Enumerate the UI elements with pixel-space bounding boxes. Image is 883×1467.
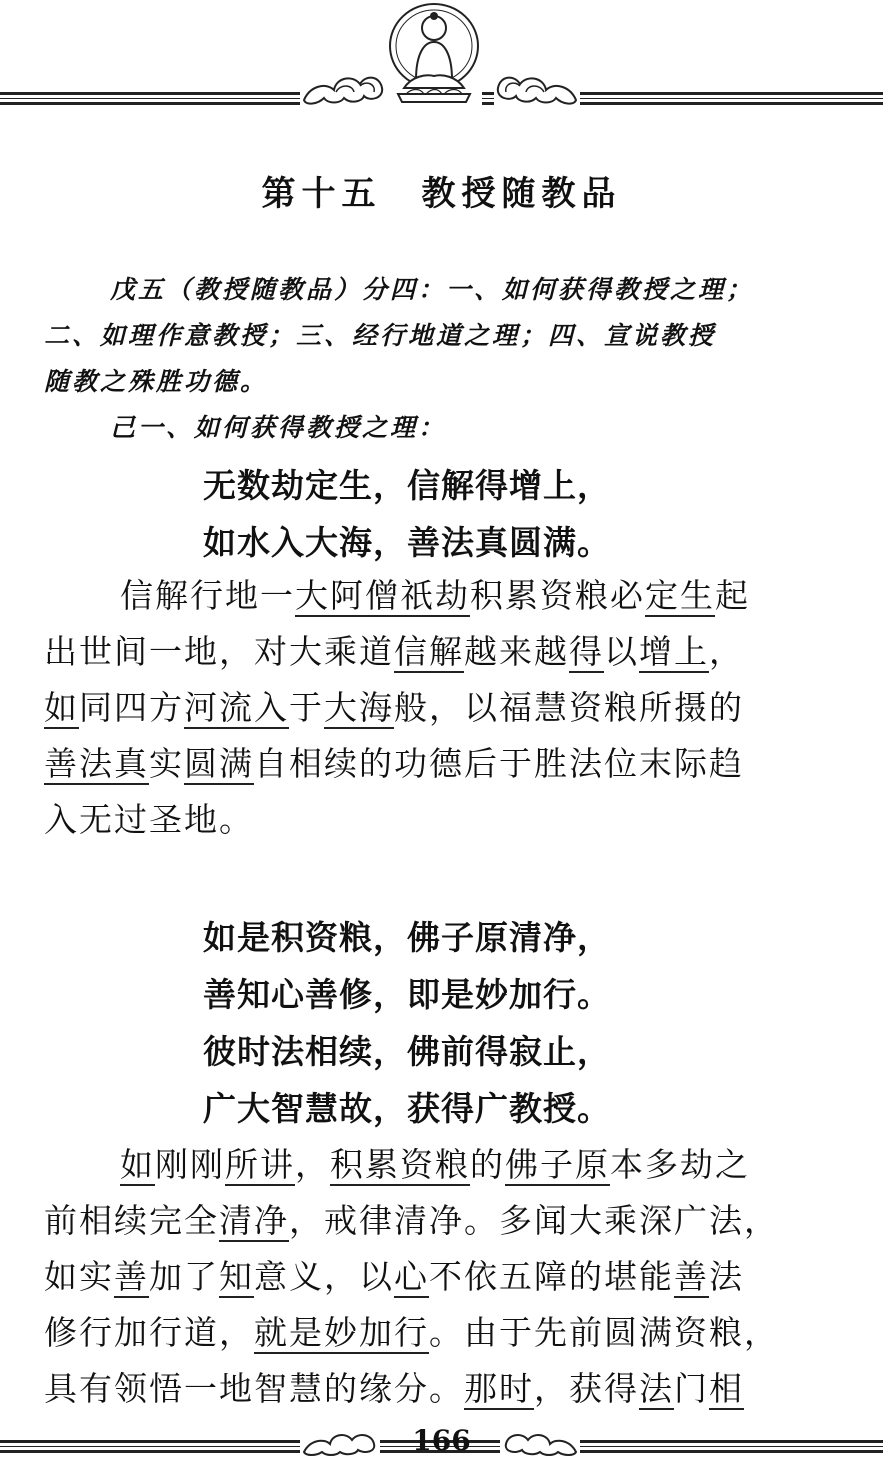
text-run: 意义，以 bbox=[254, 1257, 394, 1296]
text-run: 的 bbox=[470, 1145, 505, 1184]
underlined-term: 定生 bbox=[645, 576, 715, 615]
text-run: ，戒律清净。多闻大乘深广法， bbox=[289, 1201, 779, 1240]
text-run: 于 bbox=[289, 688, 324, 727]
text-run: 不依五障的堪能 bbox=[429, 1257, 674, 1296]
text-run: 积累资粮必 bbox=[470, 576, 645, 615]
text-run: 。由于先前圆满资粮， bbox=[429, 1313, 779, 1352]
underlined-term: 善 bbox=[674, 1257, 709, 1296]
text-run: 般，以福慧资粮所摄的 bbox=[394, 688, 744, 727]
underlined-term: 就是妙加行 bbox=[254, 1313, 429, 1352]
page-number: 166 bbox=[412, 1424, 471, 1457]
underlined-term: 知 bbox=[219, 1257, 254, 1296]
underlined-term: 清净 bbox=[219, 1201, 289, 1240]
verse-line: 善知心善修，即是妙加行。 bbox=[203, 975, 611, 1014]
text-run: 刚刚 bbox=[155, 1145, 225, 1184]
underlined-term: 心 bbox=[394, 1257, 429, 1296]
buddha-figure-icon bbox=[386, 2, 482, 106]
commentary-paragraph bbox=[44, 568, 834, 848]
text-run: 法 bbox=[709, 1257, 744, 1296]
text-run: 出世间一地，对大乘道 bbox=[44, 632, 394, 671]
underlined-term: 法 bbox=[639, 1369, 674, 1408]
outline-line: 随教之殊胜功德。 bbox=[44, 367, 269, 396]
text-run: 前相续完全 bbox=[44, 1201, 219, 1240]
text-run: 修行加行道， bbox=[44, 1313, 254, 1352]
outline-line: 二、如理作意教授；三、经行地道之理；四、宣说教授 bbox=[44, 321, 717, 350]
outline-line: 戊五（教授随教品）分四：一、如何获得教授之理； bbox=[110, 275, 755, 304]
underlined-term: 大海 bbox=[324, 688, 394, 727]
verse-block bbox=[203, 457, 763, 571]
verse-line: 广大智慧故，获得广教授。 bbox=[203, 1089, 611, 1128]
text-run: 门 bbox=[674, 1369, 709, 1408]
chapter-title: 第十五 教授随教品 bbox=[261, 174, 622, 214]
verse-line: 如水入大海，善法真圆满。 bbox=[203, 523, 611, 562]
underlined-term: 大阿僧祇劫 bbox=[295, 576, 470, 615]
text-run: 同四方 bbox=[79, 688, 184, 727]
underlined-term: 得 bbox=[569, 632, 604, 671]
text-run: ， bbox=[295, 1145, 330, 1184]
underlined-term: 如 bbox=[44, 688, 79, 727]
text-run: 以 bbox=[604, 632, 639, 671]
verse-block bbox=[203, 909, 763, 1137]
underlined-term: 所讲 bbox=[225, 1145, 295, 1184]
text-run: ，获得 bbox=[534, 1369, 639, 1408]
verse-line: 如是积资粮，佛子原清净， bbox=[203, 918, 611, 957]
cloud-ornament-right-icon bbox=[494, 66, 580, 106]
text-run: 起 bbox=[715, 576, 750, 615]
underlined-term: 善法真 bbox=[44, 744, 149, 783]
text-run: 具有领悟一地智慧的缘分。 bbox=[44, 1369, 464, 1408]
commentary-paragraph bbox=[44, 1137, 834, 1417]
underlined-term: 那时 bbox=[464, 1369, 534, 1408]
underlined-term: 圆满 bbox=[184, 744, 254, 783]
outline-subheading: 己一、如何获得教授之理： bbox=[110, 413, 447, 442]
verse-line: 彼时法相续，佛前得寂止， bbox=[203, 1032, 611, 1071]
underlined-term: 善 bbox=[114, 1257, 149, 1296]
underlined-term: 河流入 bbox=[184, 688, 289, 727]
underlined-term: 积累资粮 bbox=[330, 1145, 470, 1184]
verse-line: 无数劫定生，信解得增上， bbox=[203, 466, 611, 505]
underlined-term: 信解 bbox=[394, 632, 464, 671]
text-run: 自相续的功德后于胜法位末际趋 bbox=[254, 744, 744, 783]
text-run: 实 bbox=[149, 744, 184, 783]
text-run: 入无过圣地。 bbox=[44, 800, 254, 839]
underlined-term: 相 bbox=[709, 1369, 744, 1408]
cloud-ornament-left-icon bbox=[300, 66, 386, 106]
outline-section bbox=[44, 267, 834, 451]
underlined-term: 如 bbox=[120, 1145, 155, 1184]
text-run: ， bbox=[709, 632, 744, 671]
text-run: 越来越 bbox=[464, 632, 569, 671]
text-run: 如实 bbox=[44, 1257, 114, 1296]
text-run: 本多劫之 bbox=[610, 1145, 750, 1184]
underlined-term: 佛子原 bbox=[505, 1145, 610, 1184]
text-run: 信解行地一 bbox=[120, 576, 295, 615]
text-run: 加了 bbox=[149, 1257, 219, 1296]
underlined-term: 增上 bbox=[639, 632, 709, 671]
